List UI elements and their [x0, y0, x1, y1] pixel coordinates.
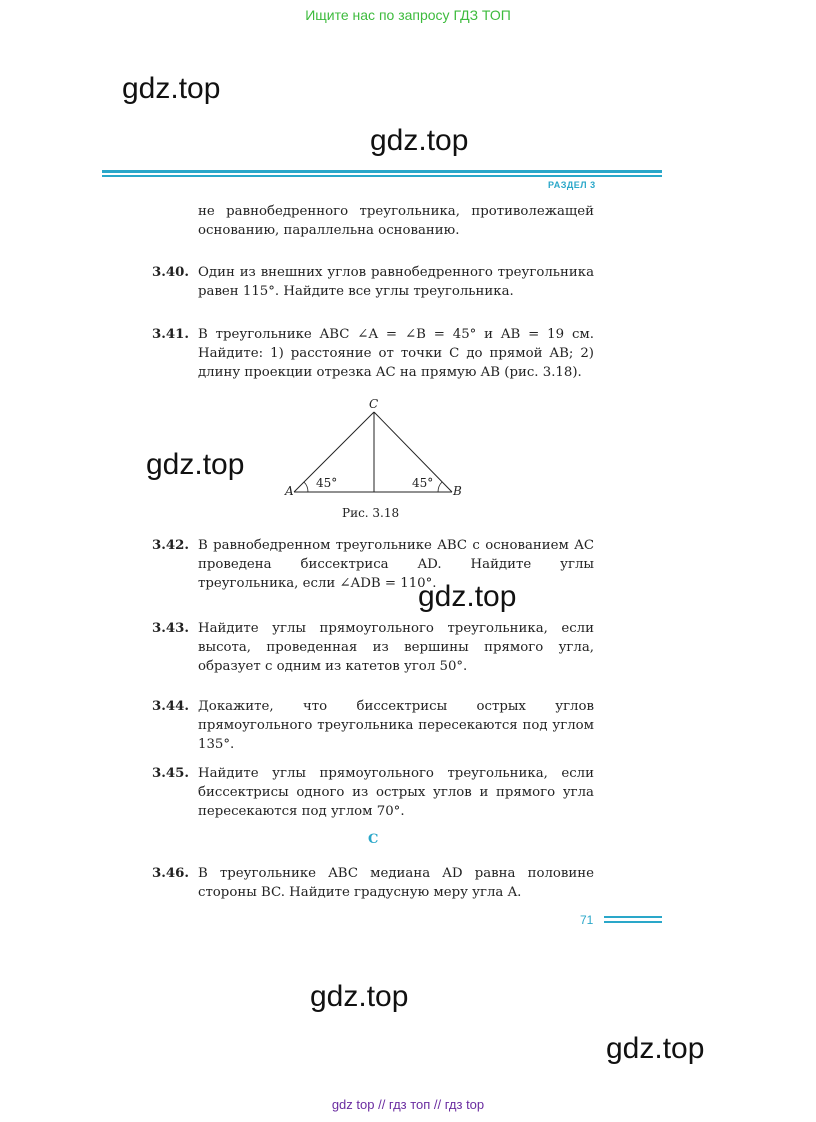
section-label: РАЗДЕЛ 3 [548, 180, 596, 190]
problem-number: 3.40. [152, 265, 190, 280]
footer-rule [604, 921, 662, 923]
figure-caption: Рис. 3.18 [342, 506, 400, 520]
footer-links[interactable]: gdz top // гдз топ // гдз top [331, 1097, 485, 1112]
watermark: gdz.top [606, 1032, 705, 1065]
watermark: gdz.top [370, 124, 469, 157]
problem-number: 3.42. [152, 538, 190, 553]
page-number: 71 [580, 913, 594, 927]
problem-number: 3.41. [152, 327, 190, 342]
vertex-label-c: C [369, 397, 379, 411]
problem-text: В треугольнике ABC медиана AD равна половине стороны BC. Найдите градусную меру угла A. [198, 866, 594, 900]
watermark: gdz.top [146, 448, 245, 481]
angle-arc-b [438, 482, 442, 492]
problem-text: Найдите углы прямоугольного треугольника, если биссектрисы одного из острых углов и прямого угла пересекаются под углом 70°. [198, 766, 594, 819]
problem-number: 3.45. [152, 766, 190, 781]
intro-text: не равнобедренного треугольника, противолежащей основанию, параллельна основанию. [198, 204, 594, 238]
watermark: gdz.top [122, 72, 221, 105]
problem-number: 3.43. [152, 621, 190, 636]
header-rule [102, 170, 662, 173]
angle-arc-a [304, 482, 308, 492]
problem-text: Найдите углы прямоугольного треугольника, если высота, проведенная из вершины прямого угла, образует с одним из катетов угол 50°. [198, 621, 594, 674]
difficulty-level-marker: C [368, 832, 379, 847]
top-banner[interactable]: Ищите нас по запросу ГДЗ ТОП [305, 7, 511, 23]
problem-number: 3.46. [152, 866, 190, 881]
vertex-label-a: A [285, 484, 294, 498]
problem-number: 3.44. [152, 699, 190, 714]
triangle-figure [280, 396, 480, 500]
problem-text: Докажите, что биссектрисы острых углов прямоугольного треугольника пересекаются под углом 135°. [198, 699, 594, 752]
header-rule [102, 175, 662, 177]
watermark: gdz.top [310, 980, 409, 1013]
angle-label-a: 45° [316, 476, 338, 490]
angle-label-b: 45° [412, 476, 434, 490]
footer-rule [604, 916, 662, 918]
problem-text: В треугольнике ABC ∠A = ∠B = 45° и AB = 19 см. Найдите: 1) расстояние от точки C до прямой AB; 2) длину проекции отрезка AC на прямую AB (рис. 3.18). [198, 327, 594, 380]
vertex-label-b: B [453, 484, 462, 498]
problem-text: Один из внешних углов равнобедренного треугольника равен 115°. Найдите все углы треугольника. [198, 265, 594, 299]
problem-text: В равнобедренном треугольнике ABC с основанием AC проведена биссектриса AD. Найдите углы треугольника, если ∠ADB = 110°. [198, 538, 594, 591]
watermark: gdz.top [418, 580, 517, 613]
